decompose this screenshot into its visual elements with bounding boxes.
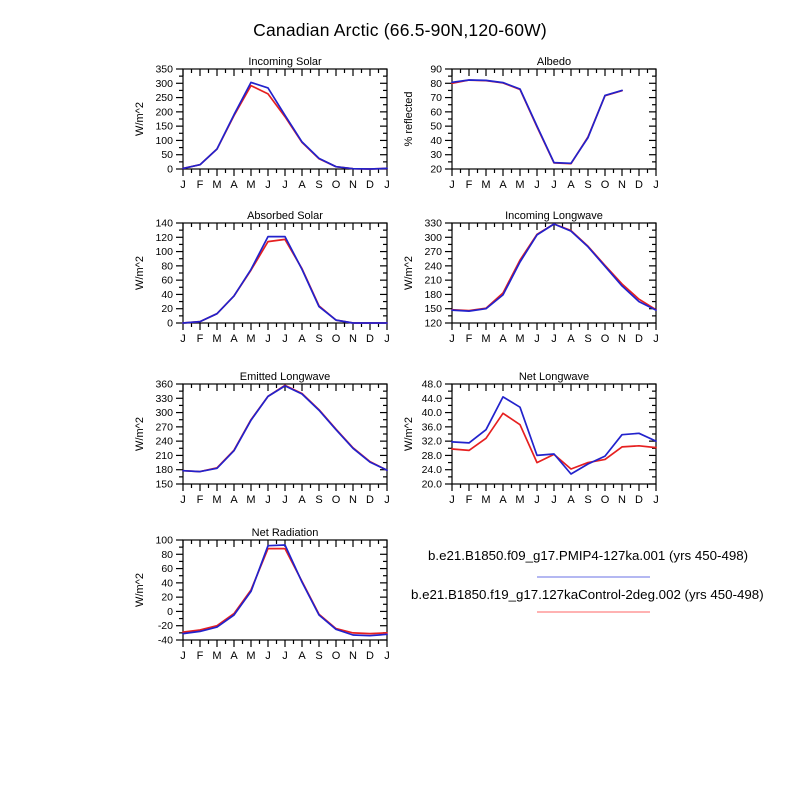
x-tick-label: J (282, 494, 288, 506)
y-tick-label: 60 (430, 106, 442, 119)
y-tick-label: 70 (430, 92, 442, 105)
x-tick-label: J (265, 494, 271, 506)
y-axis-label: W/m^2 (134, 102, 146, 136)
x-tick-label: J (282, 333, 288, 345)
series-line (183, 386, 387, 472)
x-tick-label: J (449, 333, 455, 345)
y-tick-label: 240 (155, 435, 173, 448)
x-tick-label: N (349, 494, 357, 506)
series-line (452, 80, 622, 164)
x-tick-label: O (331, 650, 341, 662)
y-axis-label: W/m^2 (403, 417, 415, 451)
x-tick-label: J (551, 179, 557, 191)
x-tick-label: J (265, 179, 271, 191)
y-tick-label: 24.0 (421, 464, 442, 477)
y-tick-label: 0 (167, 163, 173, 176)
x-tick-label: A (298, 650, 306, 662)
x-tick-label: J (653, 333, 659, 345)
x-tick-label: J (534, 179, 540, 191)
x-tick-label: O (600, 494, 610, 506)
x-tick-label: J (384, 333, 390, 345)
x-tick-label: A (298, 179, 306, 191)
chart-net-longwave (399, 370, 699, 522)
x-tick-label: A (298, 333, 306, 345)
x-tick-label: S (315, 650, 323, 662)
y-axis-label: W/m^2 (403, 256, 415, 290)
y-tick-label: 40 (430, 134, 442, 147)
chart-albedo (399, 55, 699, 207)
y-tick-label: 28.0 (421, 449, 442, 462)
y-tick-label: 60 (161, 274, 173, 287)
y-tick-label: 120 (424, 317, 442, 330)
x-tick-label: J (282, 650, 288, 662)
y-axis-label: W/m^2 (134, 256, 146, 290)
y-tick-label: 20.0 (421, 478, 442, 491)
y-tick-label: 120 (155, 231, 173, 244)
y-tick-label: 140 (155, 217, 173, 230)
y-tick-label: 180 (155, 464, 173, 477)
x-tick-label: J (180, 333, 186, 345)
x-tick-label: M (246, 650, 256, 662)
x-tick-label: A (230, 650, 238, 662)
series-line (183, 237, 387, 323)
x-tick-label: N (618, 494, 626, 506)
x-tick-label: N (349, 650, 357, 662)
y-tick-label: 330 (155, 392, 173, 405)
x-tick-label: J (265, 650, 271, 662)
x-tick-label: A (499, 333, 507, 345)
series-line (452, 224, 656, 311)
series-line (452, 224, 656, 311)
x-tick-label: M (515, 179, 525, 191)
x-tick-label: N (349, 179, 357, 191)
chart-canvas (399, 370, 699, 522)
y-tick-label: 180 (424, 288, 442, 301)
y-tick-label: 350 (155, 63, 173, 76)
x-tick-label: M (246, 494, 256, 506)
x-tick-label: M (515, 333, 525, 345)
x-tick-label: J (384, 494, 390, 506)
x-tick-label: A (298, 494, 306, 506)
x-tick-label: M (212, 494, 222, 506)
x-tick-label: J (282, 179, 288, 191)
y-tick-label: 60 (161, 563, 173, 576)
chart-canvas (130, 526, 430, 678)
y-tick-label: 20 (161, 303, 173, 316)
x-tick-label: F (196, 179, 204, 191)
y-tick-label: 210 (424, 274, 442, 287)
x-tick-label: J (551, 333, 557, 345)
x-tick-label: M (212, 650, 222, 662)
y-tick-label: 300 (155, 77, 173, 90)
y-tick-label: 40 (161, 288, 173, 301)
y-tick-label: 210 (155, 449, 173, 462)
x-tick-label: J (180, 650, 186, 662)
y-tick-label: 300 (424, 231, 442, 244)
y-tick-label: 32.0 (421, 435, 442, 448)
x-tick-label: J (534, 494, 540, 506)
x-tick-label: D (366, 494, 374, 506)
y-tick-label: 100 (155, 534, 173, 547)
x-tick-label: O (331, 333, 341, 345)
legend-line-red (537, 611, 650, 613)
x-tick-label: O (331, 494, 341, 506)
y-tick-label: 48.0 (421, 378, 442, 391)
series-line (183, 86, 387, 169)
y-tick-label: -20 (157, 620, 173, 633)
chart-canvas (399, 55, 699, 207)
x-tick-label: J (180, 179, 186, 191)
legend-label-control: b.e21.B1850.f19_g17.127kaControl-2deg.002 (yrs 450-498) (411, 587, 764, 602)
legend-label-pmip4: b.e21.B1850.f09_g17.PMIP4-127ka.001 (yrs 450-498) (428, 548, 749, 563)
x-tick-label: D (635, 494, 643, 506)
x-tick-label: M (212, 333, 222, 345)
x-tick-label: J (384, 179, 390, 191)
y-tick-label: 80 (430, 77, 442, 90)
x-tick-label: A (567, 494, 575, 506)
x-tick-label: M (246, 179, 256, 191)
chart-canvas (130, 209, 430, 361)
chart-incoming-solar (130, 55, 430, 207)
y-tick-label: 330 (424, 217, 442, 230)
series-line (452, 80, 622, 163)
chart-title: Net Radiation (251, 527, 319, 539)
x-tick-label: A (567, 179, 575, 191)
y-tick-label: 240 (424, 260, 442, 273)
x-tick-label: M (212, 179, 222, 191)
x-tick-label: A (230, 333, 238, 345)
x-tick-label: O (331, 179, 341, 191)
y-tick-label: 300 (155, 407, 173, 420)
y-tick-label: 40 (161, 577, 173, 590)
x-tick-label: M (515, 494, 525, 506)
x-tick-label: F (196, 650, 204, 662)
y-tick-label: 250 (155, 92, 173, 105)
chart-title: Emitted Longwave (239, 371, 331, 383)
series-line (183, 545, 387, 636)
x-tick-label: S (584, 494, 592, 506)
y-tick-label: 270 (424, 246, 442, 259)
y-tick-label: 90 (430, 63, 442, 76)
chart-title: Absorbed Solar (247, 210, 323, 222)
x-tick-label: O (600, 179, 610, 191)
chart-canvas (399, 209, 699, 361)
x-tick-label: S (315, 333, 323, 345)
y-tick-label: 50 (161, 149, 173, 162)
x-tick-label: J (449, 179, 455, 191)
x-tick-label: A (230, 494, 238, 506)
x-tick-label: F (465, 494, 473, 506)
x-tick-label: M (481, 494, 491, 506)
x-tick-label: J (551, 494, 557, 506)
chart-title: Incoming Longwave (505, 210, 603, 222)
y-tick-label: 30 (430, 149, 442, 162)
y-tick-label: 80 (161, 260, 173, 273)
x-tick-label: A (499, 494, 507, 506)
y-tick-label: 150 (155, 478, 173, 491)
x-tick-label: J (653, 494, 659, 506)
series-line (183, 239, 387, 323)
y-tick-label: 100 (155, 246, 173, 259)
y-tick-label: 0 (167, 605, 173, 618)
y-tick-label: 100 (155, 134, 173, 147)
y-axis-label: % reflected (403, 91, 415, 147)
chart-canvas (130, 55, 430, 207)
x-tick-label: F (465, 179, 473, 191)
x-tick-label: J (449, 494, 455, 506)
chart-canvas (130, 370, 430, 522)
chart-absorbed-solar (130, 209, 430, 361)
legend-line-blue (537, 576, 650, 578)
y-tick-label: 0 (167, 317, 173, 330)
y-tick-label: 40.0 (421, 407, 442, 420)
chart-title: Albedo (536, 56, 572, 68)
page-title: Canadian Arctic (66.5-90N,120-60W) (253, 20, 547, 40)
x-tick-label: D (366, 650, 374, 662)
x-tick-label: D (635, 333, 643, 345)
x-tick-label: S (584, 179, 592, 191)
x-tick-label: S (584, 333, 592, 345)
x-tick-label: N (618, 333, 626, 345)
chart-title: Incoming Solar (248, 56, 322, 68)
x-tick-label: M (481, 333, 491, 345)
x-tick-label: F (465, 333, 473, 345)
x-tick-label: D (366, 179, 374, 191)
y-tick-label: 360 (155, 378, 173, 391)
x-tick-label: A (567, 333, 575, 345)
chart-title: Net Longwave (518, 371, 590, 383)
y-tick-label: -40 (157, 634, 173, 647)
y-tick-label: 150 (424, 303, 442, 316)
x-tick-label: A (230, 179, 238, 191)
x-tick-label: D (635, 179, 643, 191)
y-tick-label: 20 (430, 163, 442, 176)
y-axis-label: W/m^2 (134, 573, 146, 607)
x-tick-label: M (246, 333, 256, 345)
x-tick-label: N (618, 179, 626, 191)
y-tick-label: 20 (161, 591, 173, 604)
chart-net-radiation (130, 526, 430, 678)
series-line (183, 385, 387, 471)
y-tick-label: 150 (155, 120, 173, 133)
x-tick-label: F (196, 494, 204, 506)
x-tick-label: F (196, 333, 204, 345)
series-line (452, 413, 656, 469)
x-tick-label: J (180, 494, 186, 506)
y-tick-label: 44.0 (421, 392, 442, 405)
x-tick-label: J (384, 650, 390, 662)
y-tick-label: 50 (430, 120, 442, 133)
series-line (452, 397, 656, 474)
x-tick-label: S (315, 494, 323, 506)
x-tick-label: O (600, 333, 610, 345)
y-tick-label: 36.0 (421, 421, 442, 434)
x-tick-label: J (534, 333, 540, 345)
x-tick-label: D (366, 333, 374, 345)
chart-incoming-longwave (399, 209, 699, 361)
x-tick-label: A (499, 179, 507, 191)
x-tick-label: S (315, 179, 323, 191)
x-tick-label: N (349, 333, 357, 345)
x-tick-label: J (265, 333, 271, 345)
series-line (183, 82, 387, 169)
y-tick-label: 270 (155, 421, 173, 434)
x-tick-label: M (481, 179, 491, 191)
x-tick-label: J (653, 179, 659, 191)
series-line (183, 549, 387, 634)
chart-emitted-longwave (130, 370, 430, 522)
y-axis-label: W/m^2 (134, 417, 146, 451)
y-tick-label: 200 (155, 106, 173, 119)
y-tick-label: 80 (161, 548, 173, 561)
